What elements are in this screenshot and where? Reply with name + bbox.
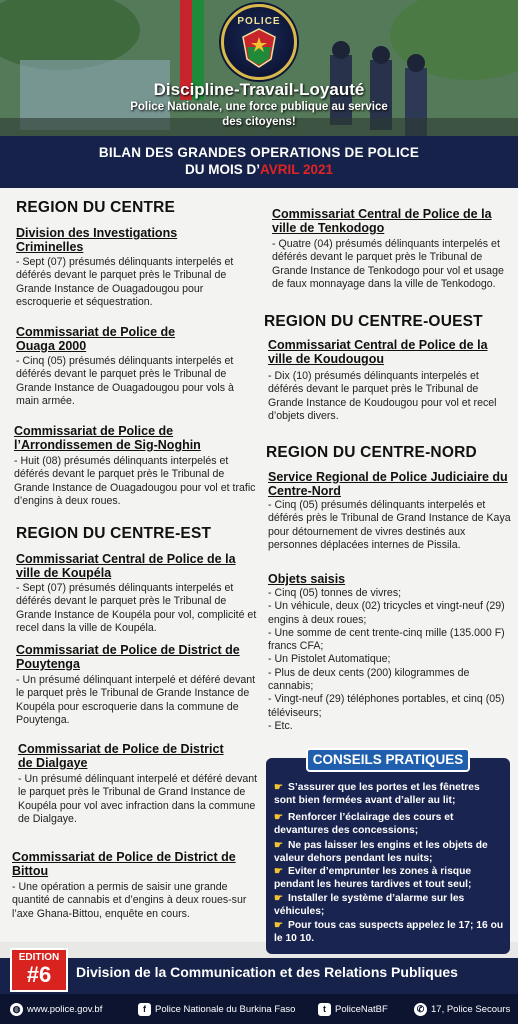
globe-icon: ◍ [10,1003,23,1016]
list-item: - Un véhicule, deux (02) tricycles et vingt-neuf (29) engins à deux roues; [268,600,505,626]
report-title-line2 [0,162,518,177]
facebook-icon: f [138,1003,151,1016]
section-title: Division des Investigations Criminelles [16,226,178,254]
section-title: Commissariat de Police de District de Bittou [12,850,236,878]
twitter-icon: t [318,1003,331,1016]
section-text: - Cinq (05) présumés délinquants interpelés et déférés devant le parquet près le Tribunal de Grande Instance de Ouagadougou pour vols à main armée. [16,355,234,407]
twitter-text: PoliceNatBF [335,1004,388,1016]
list-item: - Etc. [268,719,293,732]
tip-text: Ne pas laisser les engins et les objets de valeur dehors pendant les nuits; [274,840,488,864]
region-centre-ouest-heading: REGION DU CENTRE-OUEST [264,313,483,330]
pointing-hand-icon: ☛ [274,782,283,793]
section-text: - Un présumé délinquant interpelé et déféré devant le parquet près le Tribunal de Grande Instance de Koupéla pour escroquerie dans la commune de Pouytenga. [16,674,256,726]
phone-text: 17, Police Secours [431,1004,511,1016]
list-item: - Plus de deux cents (200) kilogrammes de cannabis; [268,666,470,693]
list-item: - Cinq (05) tonnes de vivres; [268,587,402,599]
section-text: - Cinq (05) présumés délinquants interpelés et déférés près le Tribunal de Grand Instance de Kaya pour détournement de vivres destinés aux personnes déplacées internes de Pissila. [268,499,511,551]
edition-label: EDITION [18,952,60,963]
twitter-link[interactable] [318,1003,388,1016]
section-title: Commissariat de Police de Ouaga 2000 [16,325,176,353]
pointing-hand-icon: ☛ [274,840,283,851]
tip-item [274,893,504,918]
motto: Discipline-Travail-Loyauté [153,80,365,99]
region-centre-est-heading: REGION DU CENTRE-EST [16,525,212,542]
section-title: Commissariat de Police de District de Pouytenga [16,643,240,671]
tip-item [274,840,504,865]
pointing-hand-icon: ☛ [274,812,283,823]
facebook-link[interactable] [138,1003,295,1016]
section-title: Commissariat de Police de l’Arrondissemen de Sig-Noghin [14,424,201,452]
facebook-text: Police Nationale du Burkina Faso [155,1004,296,1016]
tip-item [274,782,504,807]
tip-text: S’assurer que les portes et les fênetres sont bien fermées avant d’aller au lit; [274,782,480,806]
tip-item [274,812,504,837]
pointing-hand-icon: ☛ [274,893,283,904]
tip-text: Pour tous cas suspects appelez le 17; 16 ou le 10 10. [274,920,504,944]
section-text: - Quatre (04) présumés délinquants interpelés et déférés devant le parquet près le Tribunal de Grande Instance de Tenkodogo pour vol et usage de faux monnayage dans la ville de Tenkodogo. [272,238,504,290]
section-title: Service Regional de Police Judiciaire du Centre-Nord [268,470,508,498]
section-title: Commissariat Central de Police de la ville de Tenkodogo [272,207,492,235]
section-text: - Un présumé délinquant interpelé et déféré devant le parquet près le Tribunal de Grand Instance de Koupéla pour vol avec infraction dans la commune de Dialgaye. [18,773,258,825]
tip-text: Renforcer l’éclairage des cours et devantures des concessions; [274,812,454,836]
header-subtitle: Police Nationale, une force publique au service des citoyens! [130,101,388,128]
pointing-hand-icon: ☛ [274,920,283,931]
crest-emblem-icon [237,25,281,69]
phone-icon: ✆ [414,1003,427,1016]
police-crest-logo [221,4,297,80]
division-name: Division de la Communication et des Relations Publiques [76,964,458,980]
footer-links [0,994,518,1024]
conseils-title: CONSEILS PRATIQUES [306,748,470,772]
title-prefix: DU MOIS D’ [184,162,260,177]
section-title: Commissariat de Police de District de Dialgaye [18,742,224,770]
edition-badge [10,948,68,992]
report-title-line1: BILAN DES GRANDES OPERATIONS DE POLICE [98,145,420,160]
tip-item [274,866,504,891]
section-text: - Sept (07) présumés délinquants interpelés et déférés devant le parquet près le Tribunal de Grande Instance de Ouagadougou pour escroquerie et séquestration. [16,256,234,308]
tip-text: Eviter d’emprunter les zones à risque pendant les heures tardives et tout seul; [274,866,472,890]
crest-text: POLICE [237,16,281,27]
list-item: - Vingt-neuf (29) téléphones portables, et cinq (05) téléviseurs; [268,693,505,719]
region-centre-nord-heading: REGION DU CENTRE-NORD [266,444,477,461]
phone-link[interactable] [414,1003,510,1016]
section-title: Commissariat Central de Police de la ville de Koudougou [268,338,488,366]
header-banner [0,0,518,142]
section-title: Commissariat Central de Police de la ville de Koupéla [16,552,236,580]
objets-title: Objets saisis [268,572,346,586]
tip-text: Installer le système d’alarme sur les véhicules; [274,893,465,917]
objets-list [268,587,512,733]
tip-item [274,920,504,945]
section-text: - Dix (10) présumés délinquants interpelés et déférés devant le parquet près le Tribunal de Grande Instance de Koudougou pour vol et recel d’objets divers. [268,370,497,422]
list-item: - Un Pistolet Automatique; [268,653,391,666]
list-item: - Une somme de cent trente-cinq mille (135.000 F) francs CFA; [268,626,505,653]
title-month: AVRIL 2021 [259,162,334,177]
website-text: www.police.gov.bf [27,1004,103,1016]
edition-number: #6 [26,962,52,987]
pointing-hand-icon: ☛ [274,866,283,877]
website-link[interactable] [10,1003,102,1016]
section-text: - Une opération a permis de saisir une grande quantité de cannabis et d’engins à deux roues-sur l’axe Ghana-Bittou, enquête en cours. [12,881,247,920]
title-band [0,136,518,188]
section-text: - Sept (07) présumés délinquants interpelés et déférés devant le parquet près le Tribunal de Grande Instance de Koupéla pour vol, complicité et recel dans la ville de Koupéla. [16,582,257,634]
conseils-panel [266,752,510,954]
region-centre-heading: REGION DU CENTRE [16,199,176,216]
section-text: - Huit (08) présumés délinquants interpelés et déférés devant le parquet près le Tribunal de Grande Instance de Ouagadougou pour vol et trafic d’engins à deux roues. [14,455,256,507]
